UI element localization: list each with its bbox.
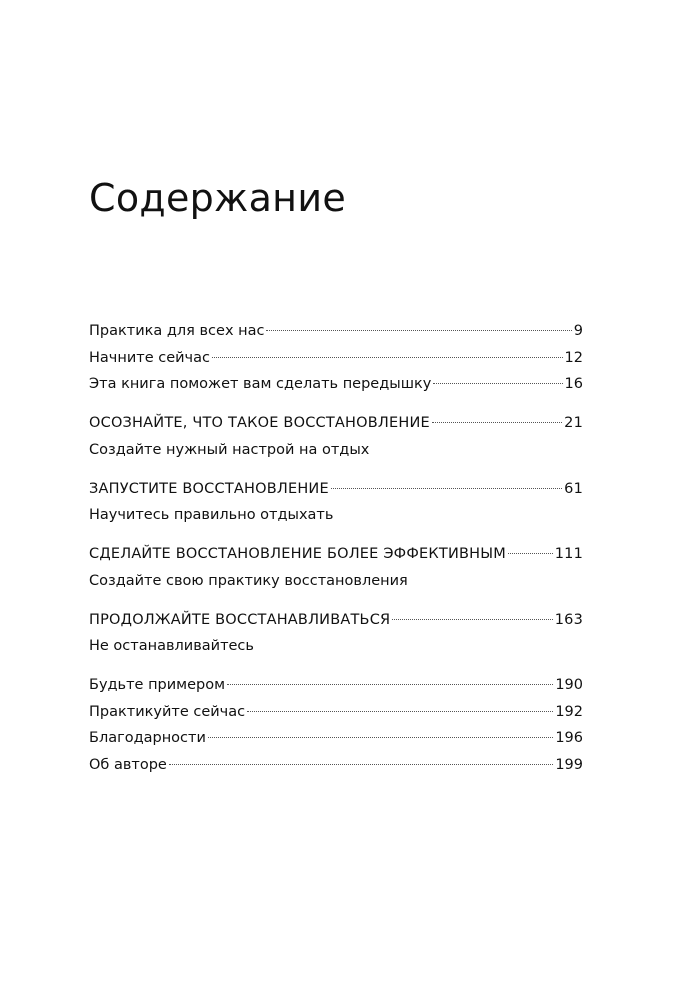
dot-leader	[212, 356, 563, 358]
table-of-contents	[89, 318, 583, 778]
toc-part-entry[interactable]	[89, 607, 583, 634]
toc-part-label: ПРОДОЛЖАЙТЕ ВОССТАНАВЛИВАТЬСЯ	[89, 611, 391, 628]
toc-entry-page: 12	[564, 349, 583, 366]
dot-leader	[432, 421, 562, 423]
toc-part-entry[interactable]	[89, 476, 583, 503]
dot-leader	[331, 487, 562, 489]
toc-part-label: СДЕЛАЙТЕ ВОССТАНОВЛЕНИЕ БОЛЕЕ ЭФФЕКТИВНЫМ	[89, 546, 506, 562]
toc-entry-label: Благодарности	[89, 730, 206, 746]
toc-entry-label: Эта книга поможет вам сделать передышку	[89, 376, 432, 392]
dot-leader	[433, 382, 562, 384]
toc-entry-page: 16	[564, 376, 583, 392]
toc-entry-page: 192	[555, 703, 583, 720]
dot-leader	[169, 763, 553, 765]
toc-entry[interactable]	[89, 345, 583, 372]
toc-entry[interactable]	[89, 318, 583, 345]
dot-leader	[392, 618, 552, 620]
dot-leader	[266, 329, 571, 331]
toc-part-subtitle: Создайте свою практику восстановления	[89, 572, 408, 589]
toc-part-entry[interactable]	[89, 541, 583, 568]
toc-entry-page: 199	[555, 756, 583, 773]
toc-part-label: ЗАПУСТИТЕ ВОССТАНОВЛЕНИЕ	[89, 480, 329, 497]
toc-entry-label: Практика для всех нас	[89, 323, 265, 339]
toc-part-subtitle: Создайте нужный настрой на отдых	[89, 441, 370, 458]
toc-part-subtitle: Научитесь правильно отдыхать	[89, 507, 334, 523]
toc-part-page: 111	[554, 546, 583, 562]
toc-entry-label: Начните сейчас	[89, 349, 210, 366]
toc-part-label: ОСОЗНАЙТЕ, ЧТО ТАКОЕ ВОССТАНОВЛЕНИЕ	[89, 415, 430, 431]
dot-leader	[508, 552, 553, 554]
toc-entry-page: 190	[555, 677, 583, 693]
toc-entry-label: Практикуйте сейчас	[89, 703, 246, 720]
toc-part-page: 21	[564, 415, 583, 431]
toc-entry[interactable]	[89, 672, 583, 699]
page-title: Содержание	[89, 176, 346, 220]
toc-entry-page: 196	[555, 730, 583, 746]
toc-entry-page: 9	[573, 323, 583, 339]
toc-part-page: 61	[564, 480, 583, 497]
toc-entry-label: Об авторе	[89, 756, 167, 773]
dot-leader	[247, 710, 553, 712]
toc-entry[interactable]	[89, 752, 583, 779]
toc-entry[interactable]	[89, 725, 583, 752]
toc-part-page: 163	[554, 611, 583, 628]
toc-part-subtitle: Не останавливайтесь	[89, 638, 254, 654]
dot-leader	[208, 736, 553, 738]
dot-leader	[227, 683, 553, 685]
toc-entry[interactable]	[89, 371, 583, 398]
toc-part-entry[interactable]	[89, 410, 583, 437]
toc-entry-label: Будьте примером	[89, 677, 226, 693]
toc-entry[interactable]	[89, 699, 583, 726]
